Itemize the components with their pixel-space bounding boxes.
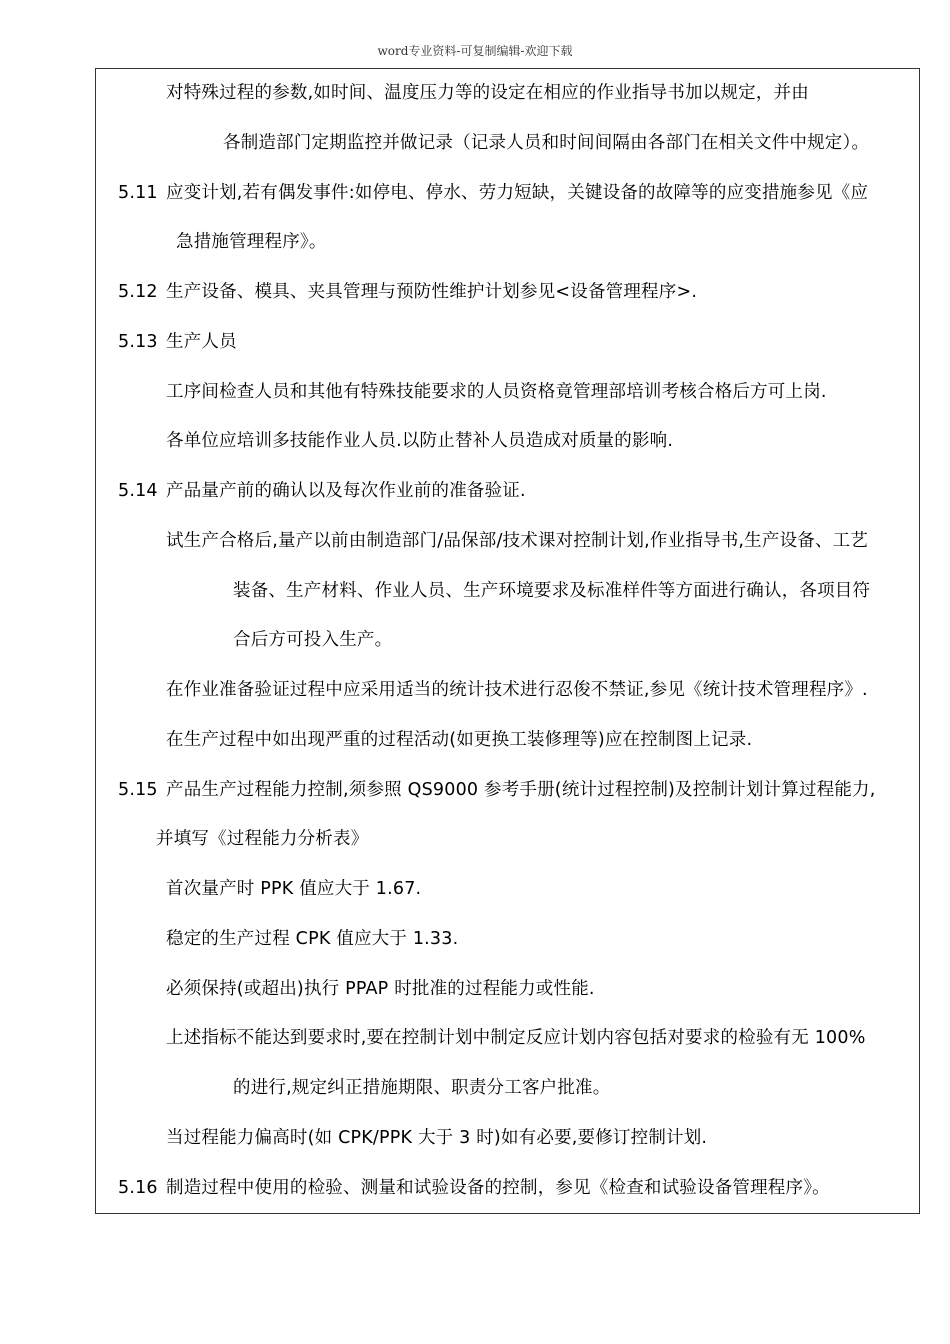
section-5-15 xyxy=(118,778,876,802)
line-text: 工序间检查人员和其他有特殊技能要求的人员资格竟管理部培训考核合格后方可上岗. xyxy=(166,382,827,402)
paragraph-line xyxy=(166,927,458,951)
paragraph-line xyxy=(233,579,870,603)
section-number: 5.15 xyxy=(118,780,158,800)
line-text: 装备、生产材料、作业人员、生产环境要求及标准样件等方面进行确认，各项目符 xyxy=(233,581,871,601)
paragraph-line xyxy=(166,380,827,404)
section-5-11 xyxy=(118,181,868,205)
line-text: 试生产合格后,量产以前由制造部门/品保部/技术课对控制计划,作业指导书,生产设备、工艺 xyxy=(166,531,869,551)
section-5-16 xyxy=(118,1176,830,1200)
line-text: 合后方可投入生产。 xyxy=(233,630,393,650)
paragraph-line xyxy=(166,728,752,752)
line-text: 应变计划,若有偶发事件:如停电、停水、劳力短缺，关键设备的故障等的应变措施参见《应 xyxy=(166,183,869,203)
page-header: word专业资料-可复制编辑-欢迎下载 xyxy=(377,44,573,58)
paragraph-line xyxy=(166,877,421,901)
line-text: 首次量产时 PPK 值应大于 1.67. xyxy=(166,879,422,899)
paragraph-line xyxy=(166,1126,707,1150)
paragraph-line xyxy=(166,1026,866,1050)
line-text: 产品量产前的确认以及每次作业前的准备验证. xyxy=(166,481,526,501)
paragraph-line xyxy=(176,230,327,254)
paragraph-line xyxy=(166,429,673,453)
paragraph-line xyxy=(233,1076,610,1100)
line-text: 对特殊过程的参数,如时间、温度压力等的设定在相应的作业指导书加以规定，并由 xyxy=(166,83,809,103)
paragraph-line xyxy=(233,628,392,652)
line-text: 当过程能力偏高时(如 CPK/PPK 大于 3 时)如有必要,要修订控制计划. xyxy=(166,1128,708,1148)
line-text: 在生产过程中如出现严重的过程活动(如更换工装修理等)应在控制图上记录. xyxy=(166,730,753,750)
document-body xyxy=(95,68,920,1214)
section-5-14 xyxy=(118,479,526,503)
paragraph-line xyxy=(223,131,869,155)
line-text: 必须保持(或超出)执行 PPAP 时批准的过程能力或性能. xyxy=(166,979,595,999)
section-5-13 xyxy=(118,330,237,354)
line-text: 上述指标不能达到要求时,要在控制计划中制定反应计划内容包括对要求的检验有无 100% xyxy=(166,1028,866,1048)
paragraph-line xyxy=(156,827,368,851)
section-number: 5.16 xyxy=(118,1178,158,1198)
line-text: 各制造部门定期监控并做记录（记录人员和时间间隔由各部门在相关文件中规定）。 xyxy=(223,133,870,153)
section-number: 5.11 xyxy=(118,183,158,203)
line-text: 各单位应培训多技能作业人员.以防止替补人员造成对质量的影响. xyxy=(166,431,674,451)
paragraph-line xyxy=(166,977,595,1001)
paragraph-line xyxy=(166,678,868,702)
paragraph-line xyxy=(166,81,809,105)
line-text: 生产设备、模具、夹具管理与预防性维护计划参见<设备管理程序>. xyxy=(166,282,698,302)
line-text: 制造过程中使用的检验、测量和试验设备的控制，参见《检查和试验设备管理程序》。 xyxy=(166,1178,830,1198)
section-number: 5.14 xyxy=(118,481,158,501)
paragraph-line xyxy=(166,529,868,553)
line-text: 的进行,规定纠正措施期限、职责分工客户批准。 xyxy=(233,1078,611,1098)
section-5-12 xyxy=(118,280,697,304)
line-text: 并填写《过程能力分析表》 xyxy=(156,829,369,849)
section-number: 5.12 xyxy=(118,282,158,302)
line-text: 急措施管理程序》。 xyxy=(176,232,327,252)
section-number: 5.13 xyxy=(118,332,158,352)
line-text: 生产人员 xyxy=(166,332,237,352)
line-text: 产品生产过程能力控制,须参照 QS9000 参考手册(统计过程控制)及控制计划计算过程能力, xyxy=(166,780,876,800)
line-text: 稳定的生产过程 CPK 值应大于 1.33. xyxy=(166,929,459,949)
line-text: 在作业准备验证过程中应采用适当的统计技术进行忍俊不禁证,参见《统计技术管理程序》. xyxy=(166,680,868,700)
